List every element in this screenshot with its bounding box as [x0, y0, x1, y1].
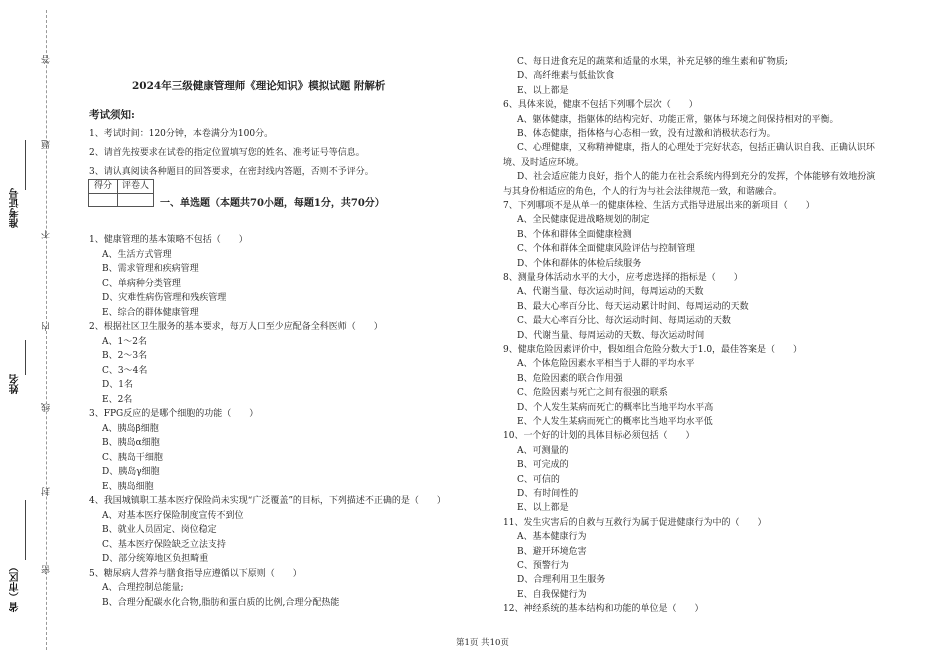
seal-text: 密	[42, 565, 52, 574]
notice-item: 3、请认真阅读各种题目的回答要求，在密封线内答题，否则不予评分。	[89, 167, 374, 177]
question-option: B、可完成的	[517, 460, 569, 471]
question-stem: 7、下列哪项不是从单一的健康体检、生活方式指导进展出来的新项目（ ）	[503, 201, 815, 211]
exam-no-underline	[25, 140, 26, 190]
question-option: C、可信的	[517, 474, 560, 485]
notice-item: 2、请首先按要求在试卷的指定位置填写您的姓名、准考证号等信息。	[89, 148, 365, 158]
question-option: 与其身份相适应的角色，个人的行为与社会法律规范一致，和谐融合。	[503, 186, 783, 197]
question-option: E、以上都是	[517, 85, 569, 96]
question-option: E、胰岛细胞	[102, 481, 154, 492]
question-option: C、个体和群体全面健康风险评估与控制管理	[517, 244, 695, 255]
question-option: D、1名	[102, 380, 133, 390]
question-option: B、个体和群体全面健康检测	[517, 229, 632, 240]
question-option: E、以上都是	[517, 503, 569, 514]
question-option: E、个人发生某病而死亡的概率比当地平均水平低	[517, 417, 713, 427]
seal-text: 题	[42, 140, 52, 149]
question-option: D、部分统筹地区负担畸重	[102, 554, 209, 564]
question-option: B、最大心率百分比、每天运动累计时间、每周运动的天数	[517, 301, 749, 312]
question-option: E、自我保健行为	[517, 589, 587, 600]
question-option: D、胰岛γ细胞	[102, 467, 160, 477]
question-option: A、全民健康促进战略规划的制定	[517, 215, 650, 226]
section-title: 一、单选题（本题共70小题，每题1分，共70分）	[160, 198, 385, 209]
question-option: E、综合的群体健康管理	[102, 307, 199, 318]
question-option: C、最大心率百分比、每次运动时间、每周运动的天数	[517, 316, 731, 327]
exam-no-label: 准考证号	[10, 188, 21, 228]
question-stem: 3、FPG反应的是哪个细胞的功能（ ）	[89, 409, 259, 419]
question-option: E、2名	[102, 394, 133, 405]
question-stem: 4、我国城镇职工基本医疗保险尚未实现“广泛覆盖”的目标，下列描述不正确的是（ ）	[89, 496, 446, 506]
question-stem: 2、根据社区卫生服务的基本要求，每万人口至少应配备全科医师（ ）	[89, 322, 383, 332]
question-option: C、单病种分类管理	[102, 278, 181, 289]
question-option: A、可测量的	[517, 445, 569, 456]
question-option: A、合理控制总能量;	[102, 583, 184, 593]
question-option: D、代谢当量、每周运动的天数、每次运动时间	[517, 330, 705, 341]
question-option: A、生活方式管理	[102, 249, 172, 260]
notice-item: 1、考试时间：120分钟，本卷满分为100分。	[89, 129, 274, 139]
seal-text: 答	[42, 55, 52, 64]
page-title: 2024年三级健康管理师《理论知识》模拟试题 附解析	[132, 80, 386, 92]
question-option: C、基本医疗保险缺乏立法支持	[102, 539, 226, 550]
page-footer: 第1页 共10页	[456, 638, 509, 648]
seal-text: 线	[42, 403, 52, 412]
question-option: D、高纤维素与低盐饮食	[517, 71, 615, 82]
question-option: B、胰岛α细胞	[102, 438, 160, 448]
question-option: D、有时间性的	[517, 489, 579, 499]
seal-text: 内	[42, 322, 52, 331]
question-option: D、社会适应能力良好，指个人的能力在社会系统内得到充分的发挥，个体能够有效地扮演	[517, 172, 876, 183]
question-option: B、2～3名	[102, 351, 148, 361]
question-stem: 1、健康管理的基本策略不包括（ ）	[89, 235, 248, 245]
score-box	[88, 179, 154, 207]
question-option: D、灾难性病伤管理和残疾管理	[102, 293, 227, 303]
question-option: D、个体和群体的体检后续服务	[517, 258, 642, 269]
question-option: A、个体危险因素水平相当于人群的平均水平	[517, 359, 695, 370]
question-option: C、3～4名	[102, 365, 148, 376]
score-label: 得分	[89, 180, 118, 193]
question-stem: 5、糖尿病人营养与膳食指导应遵循以下原则（ ）	[89, 568, 302, 579]
province-underline	[25, 500, 26, 560]
seal-text: 封	[42, 487, 52, 496]
question-stem: 11、发生灾害后的自救与互救行为属于促进健康行为中的（ ）	[503, 517, 767, 528]
question-stem: 10、一个好的计划的具体目标必须包括（ ）	[503, 431, 695, 442]
question-option: A、胰岛β细胞	[102, 423, 159, 434]
question-option: C、危险因素与死亡之间有很强的联系	[517, 388, 668, 399]
question-stem: 8、测量身体活动水平的大小，应考虑选择的指标是（ ）	[503, 273, 743, 283]
question-option: D、个人发生某病而死亡的概率比当地平均水平高	[517, 402, 714, 413]
province-label: 省（市区）	[10, 562, 21, 612]
question-option: B、避开环境危害	[517, 546, 587, 557]
score-entry-row	[89, 193, 153, 207]
question-option: C、胰岛干细胞	[102, 452, 163, 463]
name-label: 姓名	[10, 374, 21, 394]
question-option: C、每日进食充足的蔬菜和适量的水果，补充足够的维生素和矿物质;	[517, 57, 788, 67]
question-option: C、预警行为	[517, 561, 569, 571]
question-option: A、1～2名	[102, 336, 147, 347]
binding-margin	[0, 0, 75, 671]
question-option: 境、及时适应环境。	[503, 157, 585, 168]
notice-heading: 考试须知:	[89, 109, 135, 121]
question-option: C、心理健康，又称精神健康，指人的心理处于完好状态，包括正确认识自我、正确认识环	[517, 143, 875, 154]
seal-text: 不	[42, 230, 52, 239]
question-option: A、躯体健康，指躯体的结构完好、功能正常，躯体与环境之间保持相对的平衡。	[517, 114, 839, 125]
question-option: B、合理分配碳水化合物,脂肪和蛋白质的比例,合理分配热能	[102, 597, 340, 608]
question-stem: 9、健康危险因素评价中，假如组合危险分数大于1.0，最佳答案是（ ）	[503, 345, 803, 355]
question-option: B、就业人员固定、岗位稳定	[102, 525, 217, 535]
question-stem: 6、具体来说，健康不包括下列哪个层次（ ）	[503, 100, 698, 111]
question-option: B、需求管理和疾病管理	[102, 264, 199, 274]
question-option: B、体态健康，指体格与心态相一致，没有过激和消极状态行为。	[517, 129, 776, 139]
question-stem: 12、神经系统的基本结构和功能的单位是（ ）	[503, 604, 704, 615]
question-option: A、对基本医疗保险制度宣传不到位	[102, 510, 244, 521]
question-option: B、危险因素的联合作用强	[517, 373, 623, 384]
name-underline	[25, 340, 26, 375]
question-option: A、代谢当量、每次运动时间，每周运动的天数	[517, 287, 704, 298]
question-option: D、合理利用卫生服务	[517, 575, 606, 586]
question-option: A、基本健康行为	[517, 532, 587, 543]
reviewer-label: 评卷人	[121, 181, 149, 191]
